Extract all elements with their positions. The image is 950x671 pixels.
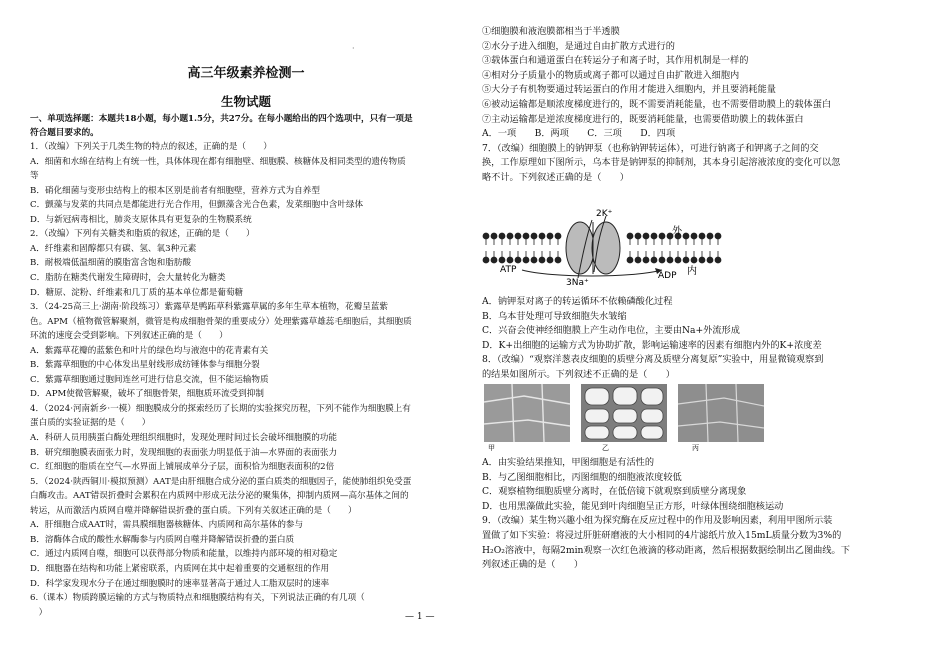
label-yi: 乙 <box>602 444 609 452</box>
decorative-dot: · <box>352 44 355 53</box>
text-line: 的结果如图所示。下列叙述不正确的是（ ） <box>482 369 675 380</box>
text-line: B．研究细胞膜表面张力时，发现细胞的表面张力明显低于油—水界面的表面张力 <box>30 447 338 458</box>
text-line: B．与乙图细胞相比，丙图细胞的细胞液浓度较低 <box>482 471 682 483</box>
text-line: A．紫露草花瓣的蓝紫色和叶片的绿色均与液泡中的花青素有关 <box>30 345 269 356</box>
exam-subtitle: 生物试题 <box>220 94 271 109</box>
text-line: C．颤藻与发菜的共同点是都能进行光合作用，但颤藻含光合色素，发菜细胞中含叶绿体 <box>30 200 364 211</box>
section-heading-cont: 符合题目要求的。 <box>30 128 99 138</box>
text-line: B．耐极端低温细菌的膜脂富含饱和脂肪酸 <box>30 258 192 269</box>
text-line: 白酶攻击。AAT错误折叠时会累积在内质网中形成无法分泌的聚集体，抑制内质网—高尔基体之间的 <box>30 491 409 502</box>
text-line: 略不计。下列叙述正确的是（ ） <box>482 172 629 183</box>
text-line: A．一项 B．两项 C．三项 D．四项 <box>482 128 676 140</box>
text-line: ⑤大分子有机物要通过转运蛋白的作用才能进入细胞内，并且要消耗能量 <box>482 84 776 96</box>
text-line: B．乌本苷处理可导致细胞失水皱缩 <box>482 310 627 322</box>
text-line: 8．（改编）“观察洋葱表皮细胞的质壁分离及质壁分离复原”实验中，用显微镜观察到 <box>482 354 824 366</box>
text-line: C．通过内质网自噬，细胞可以获得部分物质和能量，以维持内部环境的相对稳定 <box>30 549 338 560</box>
label-bing: 丙 <box>692 444 699 452</box>
text-line: 环流的速度会受到影响。下列叙述正确的是（ ） <box>30 331 228 342</box>
text-line: D．K+出细胞的运输方式为协助扩散，影响运输速率的因素有细胞内外的K+浓度差 <box>482 339 822 351</box>
label-2k: 2K⁺ <box>596 209 613 219</box>
text-line: B．硝化细菌与变形虫结构上的根本区别是前者有细胞壁，营养方式为自养型 <box>30 185 320 196</box>
label-atp: ATP <box>500 265 517 275</box>
label-jia: 甲 <box>488 444 495 452</box>
text-line: D．糖原、淀粉、纤维素和几丁质的基本单位都是葡萄糖 <box>30 287 244 298</box>
text-line: 6.（课本）物质跨膜运输的方式与物质特点和细胞膜结构有关，下列说法正确的有几项（ <box>30 593 365 604</box>
text-line: 转运，从而激活内质网自噬并降解错误折叠的蛋白质。下列有关叙述正确的是（ ） <box>30 505 357 516</box>
section-heading: 一、单项选择题：本题共18小题，每小题1.5分，共27分。在每小题给出的四个选项中，只有一项是 <box>30 114 413 124</box>
text-line: D．细胞器在结构和功能上紧密联系，内质网在其中起着重要的交通枢纽的作用 <box>30 563 330 574</box>
text-line: A．科研人员用胰蛋白酶处理组织细胞时，发现处理时间过长会破坏细胞膜的功能 <box>30 433 337 443</box>
text-line: ②水分子进入细胞，是通过自由扩散方式进行的 <box>482 40 675 52</box>
pump-protein-right <box>592 222 620 274</box>
exam-title: 高三年级素养检测一 <box>187 66 305 81</box>
text-line: C．红细胞的脂质在空气—水界面上铺展成单分子层，面积恰为细胞表面积的2倍 <box>30 462 335 473</box>
atp-adp-arrow <box>522 270 662 276</box>
cell-panel-bing <box>678 384 764 442</box>
text-line: ④相对分子质量小的物质或离子都可以通过自由扩散进入细胞内 <box>482 69 740 81</box>
label-3na: 3Na⁺ <box>566 278 589 286</box>
text-line: 等 <box>30 171 39 182</box>
text-line: A．细菌和水绵在结构上有统一性，具体体现在都有细胞壁、细胞膜、核糖体及相同类型的遗传物质 <box>30 156 406 167</box>
text-line: 7．（改编）细胞膜上的钠钾泵（也称钠钾转运体），可进行钠离子和钾离子之间的交 <box>482 142 819 154</box>
text-line: H₂O₂溶液中，每隔2min观察一次红色液滴的移动距离，然后根据数据绘制出乙图曲线。下 <box>482 544 850 556</box>
text-line: D．科学家发现水分子在通过细胞膜时的速率显著高于通过人工脂双层时的速率 <box>30 578 330 589</box>
cell-panel-jia <box>484 384 570 442</box>
text-line: A．肝细胞合成AAT时，需具膜细胞器核糖体、内质网和高尔基体的参与 <box>30 520 304 531</box>
text-line: 5．（2024·陕西铜川·模拟预测）AAT是由肝细胞合成分泌的蛋白质类的细胞因子，能使肺组织免受蛋 <box>30 476 412 487</box>
text-line: B．紫露草细胞的中心体发出星射线形成纺锤体参与细胞分裂 <box>30 360 260 371</box>
label-out: 外 <box>672 226 682 237</box>
label-in: 内 <box>687 266 697 277</box>
text-line: B．溶酶体合成的酸性水解酶参与内质网自噬并降解错误折叠的蛋白质 <box>30 534 295 545</box>
text-line: C．兴奋会使神经细胞膜上产生动作电位，主要由Na+外流形成 <box>482 325 740 337</box>
text-line: 色。APM（植物微管解聚剂，微管是构成细胞骨架的重要成分）处理紫露草雄蕊毛细胞后，其细胞质 <box>30 316 412 327</box>
text-line: ⑥被动运输都是顺浓度梯度进行的，既不需要消耗能量，也不需要借助膜上的载体蛋白 <box>482 99 832 110</box>
text-line: A．钠钾泵对离子的转运循环不依赖磷酸化过程 <box>482 296 673 307</box>
text-line: D．APM使微管解聚，破坏了细胞骨架，细胞质环流受到抑制 <box>30 389 264 400</box>
text-line: 2．（改编）下列有关糖类和脂质的叙述，正确的是（ ） <box>30 229 255 240</box>
text-line: 4．（2024·河南新乡·一模）细胞膜成分的探索经历了长期的实验探究历程，下列不能作为细胞膜上有 <box>30 403 411 414</box>
text-line: 列叙述正确的是（ ） <box>482 559 584 571</box>
page-number: — 1 — <box>405 612 435 622</box>
text-line: ⑦主动运输都是逆浓度梯度进行的，既要消耗能量，也需要借助膜上的载体蛋白 <box>482 113 804 125</box>
text-line: C．紫露草细胞通过胞间连丝可进行信息交流，但不能运输物质 <box>30 374 269 385</box>
text-line: 置做了如下实验：将浸过肝脏研磨液的大小相同的4片滤纸片放入15mL质量分数为3%的 <box>482 530 842 541</box>
text-line: C．观察植物细胞质壁分离时，在低倍镜下就观察到质壁分离现象 <box>482 486 747 498</box>
text-line: 换，工作原理如下图所示，乌本苷是钠钾泵的抑制剂，其本身引起溶液浓度的变化可以忽 <box>482 157 841 169</box>
text-line: 1．（改编）下列关于几类生物的特点的叙述，正确的是（ ） <box>30 142 272 152</box>
text-line: 9．（改编）某生物兴趣小组为探究酶在反应过程中的作用及影响因素，利用甲图所示装 <box>482 515 833 527</box>
text-line: A．纤维素和固醇都只有碳、氢、氧3种元素 <box>30 243 197 254</box>
text-line: ①细胞膜和液泡膜都相当于半透膜 <box>482 26 620 37</box>
text-line: 3．（24-25高三上·湖南·阶段练习）紫露草是鸭跖草科紫露草属的多年生草本植物，花瓣呈蓝紫 <box>30 302 388 313</box>
label-adp: ADP <box>658 271 677 281</box>
text-line: D．也用黑藻做此实验，能见到叶肉细胞呈正方形，叶绿体围绕细胞核运动 <box>482 500 784 512</box>
text-line: ） <box>30 607 48 618</box>
text-line: D．与新冠病毒相比，肺炎支原体具有更复杂的生物膜系统 <box>30 214 252 225</box>
onion-cell-figure <box>484 382 764 452</box>
text-line: 蛋白质的实验证据的是（ ） <box>30 418 151 429</box>
text-line: C．脂肪在糖类代谢发生障碍时，会大量转化为糖类 <box>30 272 226 283</box>
text-line: ③载体蛋白和通道蛋白在转运分子和离子时，其作用机制是一样的 <box>482 55 749 67</box>
sodium-potassium-pump-figure <box>482 208 732 286</box>
text-line: A．由实验结果推知，甲图细胞是有活性的 <box>482 457 655 468</box>
